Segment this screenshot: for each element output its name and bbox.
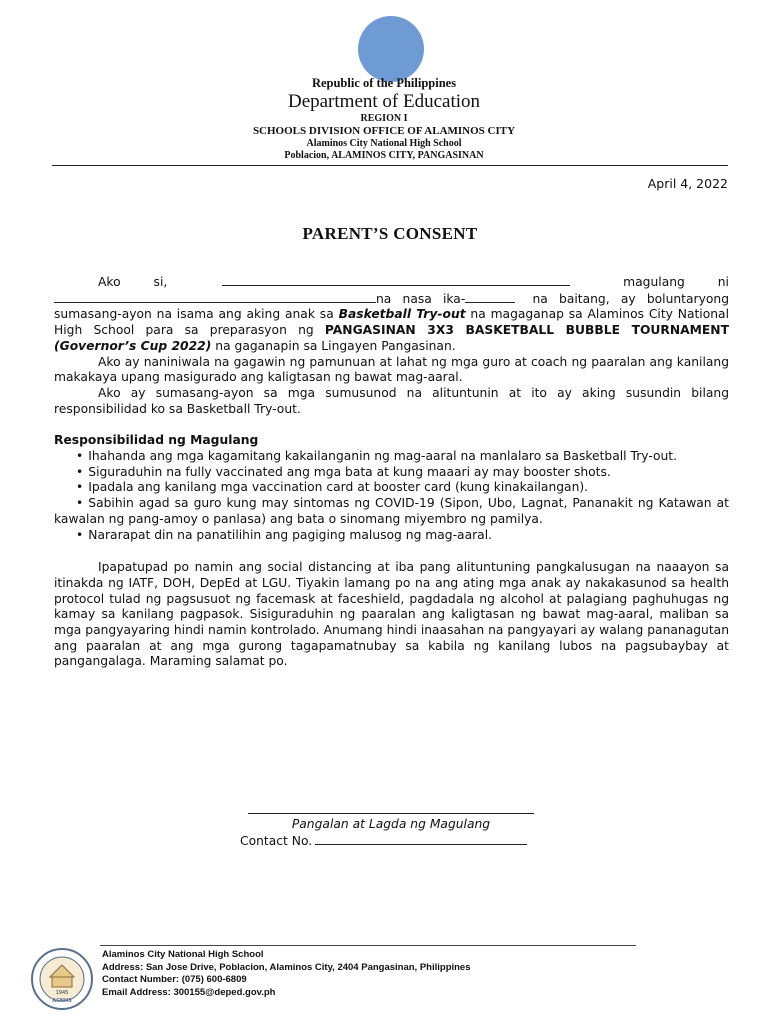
division-heading: SCHOOLS DIVISION OFFICE OF ALAMINOS CITY (252, 125, 516, 137)
consent-paragraph (54, 274, 729, 355)
governors-cup: (Governor’s Cup 2022) (54, 338, 212, 353)
contact-number-row (240, 833, 527, 848)
letter-date: April 4, 2022 (647, 176, 728, 191)
consent-location-text: na gaganapin sa Lingayen Pangasinan. (215, 338, 456, 353)
header-divider (52, 165, 728, 166)
parent-name-field[interactable] (222, 274, 570, 286)
footer-address: Address: San Jose Drive, Poblacion, Alaminos City, 2404 Pangasinan, Philippines (102, 961, 471, 973)
republic-heading: Republic of the Philippines (311, 76, 457, 90)
deped-seal (358, 16, 424, 82)
list-item: • Ihahanda ang mga kagamitang kakailanganin ng mag-aaral na manlalaro sa Basketball Try-out. (54, 449, 729, 465)
protocol-paragraph: Ipapatupad po namin ang social distancing at iba pang alituntuning pangkalusugan na naaayon sa itinakda ng IATF, DOH, DepEd at LGU. Tiyakin lamang po na ang ating mga anak ay nakakasunod sa health protocol tulad ng pagsusuot ng facemask at faceshield, pagdadala ng alcohol at palagiang paghuhugas ng kamay sa kanilang pagpasok. Sisiguraduhin ng paaralan ang kaligtasan ng bawat mag-aaral, maliban sa mga pangyayaring hindi namin kontrolado. Anumang hindi inaasahan na pangyayari ay walang pananagutan ang paaralan at ang mga gurong tagapamatnubay sa kabila ng kanilang lubos na pagsubaybay at pangangalaga. Maraming salamat po. (54, 560, 729, 669)
footer-info (102, 949, 471, 999)
tournament-name: PANGASINAN 3X3 BASKETBALL BUBBLE TOURNAMENT (324, 323, 729, 338)
tryout-emphasis: Basketball Try-out (338, 307, 466, 322)
responsibility-heading: Responsibilidad ng Magulang (54, 433, 259, 448)
signature-label: Pangalan at Lagda ng Magulang (291, 817, 491, 831)
child-name-field[interactable] (54, 291, 376, 303)
agreement-paragraph: Ako ay sumasang-ayon sa mga sumusunod na alituntunin at ito ay aking susundin bilang responsibilidad ko sa Basketball Try-out. (54, 385, 729, 416)
school-address-heading: Poblacion, ALAMINOS CITY, PANGASINAN (284, 150, 484, 161)
responsibility-list (54, 449, 729, 543)
footer-email: Email Address: 300155@deped.gov.ph (102, 986, 276, 998)
document-title: PARENT’S CONSENT (302, 224, 478, 243)
contact-number-field[interactable] (315, 833, 527, 845)
logo-year-text: 1945 (55, 990, 69, 996)
footer-contact: Contact Number: (075) 600-6809 (102, 974, 247, 986)
list-item: • Siguraduhin na fully vaccinated ang mga bata at kung maaari ay may booster shots. (54, 465, 729, 481)
grade-level-field[interactable] (465, 291, 515, 303)
footer-divider (100, 945, 636, 946)
consent-agree-text: na baitang, ay boluntaryong sumasang-ayon na isama ang aking anak sa (54, 291, 729, 322)
consent-venue-text: na magaganap sa Alaminos City National High School para sa preparasyon ng (54, 307, 729, 338)
belief-paragraph: Ako ay naniniwala na gagawin ng pamunuan at lahat ng mga guro at coach ng paaralan ang kanilang makakaya upang masigurado ang kaligtasan ng bawat mag-aaral. (54, 354, 729, 385)
logo-abbr-text: ACNHS (52, 998, 72, 1004)
department-heading: Department of Education (287, 91, 481, 112)
consent-grade-text: na nasa ika- (376, 291, 466, 306)
letter-body (54, 274, 729, 670)
footer-school: Alaminos City National High School (102, 949, 264, 960)
consent-intro-text: Ako si, (98, 275, 168, 289)
list-item: • Ipadala ang kanilang mga vaccination card at booster card (kung kinakailangan). (54, 480, 729, 496)
signature-line[interactable] (248, 813, 534, 814)
list-item: • Nararapat din na panatilihin ang pagiging malusog ng mag-aaral. (54, 528, 729, 544)
consent-child-text: magulang ni (623, 275, 729, 289)
list-item: • Sabihin agad sa guro kung may sintomas ng COVID-19 (Sipon, Ubo, Lagnat, Pananakit ng Katawan at kawalan ng pang-amoy o panlasa) ang bata o sinomang miyembro ng pamilya. (54, 496, 729, 527)
school-heading: Alaminos City National High School (306, 138, 462, 149)
region-heading: REGION I (360, 113, 408, 124)
contact-number-label: Contact No. (240, 834, 313, 848)
school-logo (30, 947, 94, 1011)
